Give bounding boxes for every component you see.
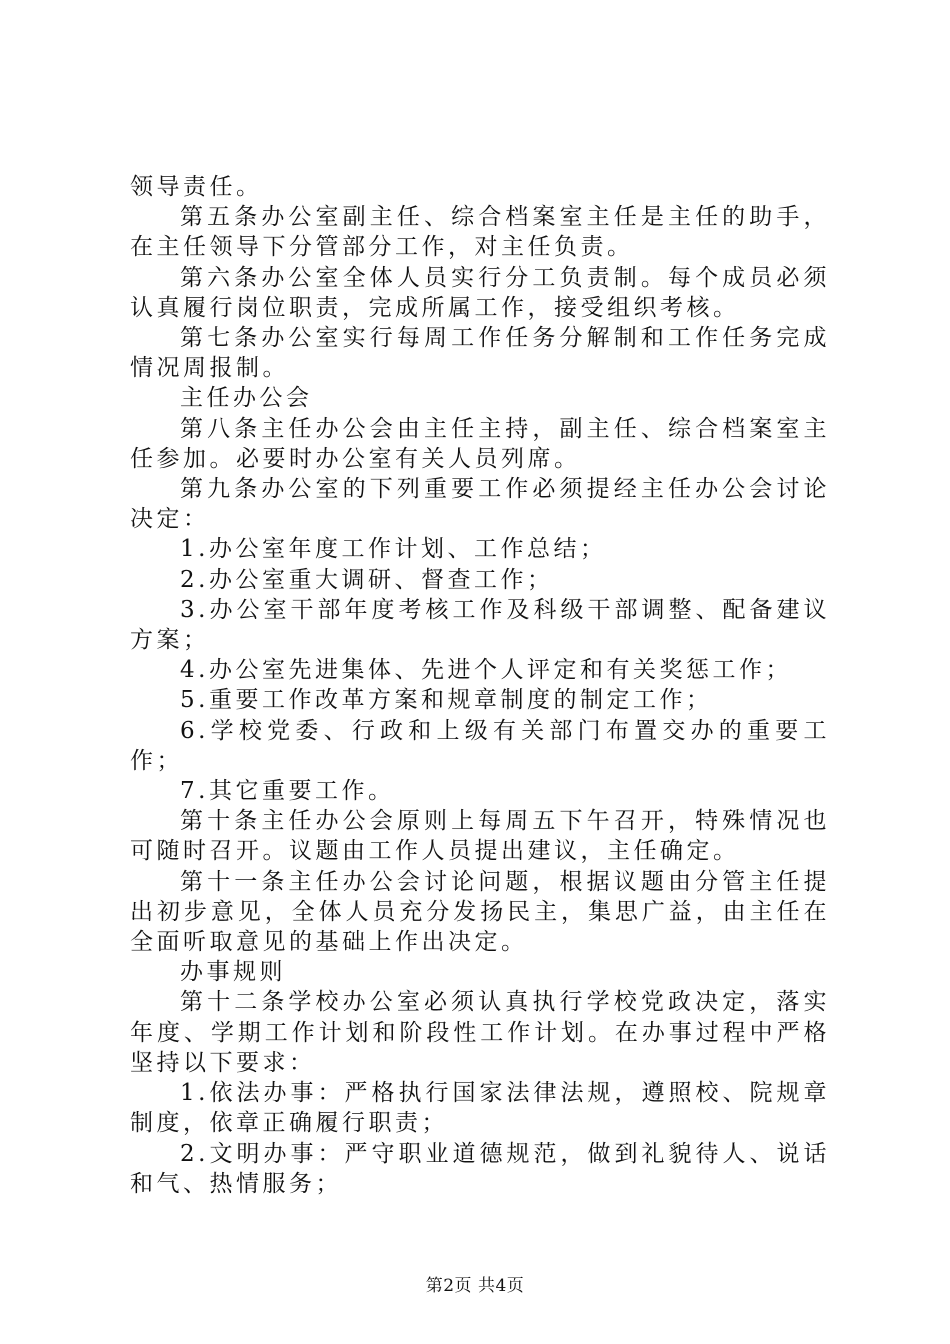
list-item: 6.学校党委、行政和上级有关部门布置交办的重要工作； — [130, 717, 830, 774]
list-item: 1.依法办事：严格执行国家法律法规，遵照校、院规章制度，依章正确履行职责； — [130, 1080, 830, 1137]
paragraph: 第八条主任办公会由主任主持，副主任、综合档案室主任参加。必要时办公室有关人员列席。 — [130, 415, 830, 472]
paragraph: 第十一条主任办公会讨论问题，根据议题由分管主任提出初步意见，全体人员充分发扬民主，集思广益，由主任在全面听取意见的基础上作出决定。 — [130, 868, 830, 956]
section-heading: 办事规则 — [180, 959, 286, 986]
paragraph: 第十条主任办公会原则上每周五下午召开，特殊情况也可随时召开。议题由工作人员提出建议，主任确定。 — [130, 808, 830, 865]
paragraph: 第九条办公室的下列重要工作必须提经主任办公会讨论决定： — [130, 476, 830, 533]
list-item: 5.重要工作改革方案和规章制度的制定工作； — [180, 687, 713, 714]
list-item: 3.办公室干部年度考核工作及科级干部调整、配备建议方案； — [130, 596, 830, 654]
list-item: 2.办公室重大调研、督查工作； — [180, 566, 554, 593]
paragraph: 领导责任。 — [130, 174, 263, 200]
list-item: 4.办公室先进集体、先进个人评定和有关奖惩工作； — [180, 657, 792, 684]
document-body — [130, 172, 830, 1199]
page-footer: 第2页 共4页 — [425, 1276, 525, 1296]
paragraph: 第五条办公室副主任、综合档案室主任是主任的助手，在主任领导下分管部分工作，对主任负责。 — [130, 204, 830, 261]
paragraph: 第六条办公室全体人员实行分工负责制。每个成员必须认真履行岗位职责，完成所属工作，接受组织考核。 — [130, 264, 830, 321]
paragraph: 第十二条学校办公室必须认真执行学校党政决定，落实年度、学期工作计划和阶段性工作计划。在办事过程中严格坚持以下要求： — [130, 989, 830, 1076]
list-item: 7.其它重要工作。 — [180, 778, 395, 805]
list-item: 1.办公室年度工作计划、工作总结； — [180, 536, 607, 563]
paragraph: 第七条办公室实行每周工作任务分解制和工作任务完成情况周报制。 — [130, 325, 830, 382]
section-heading: 主任办公会 — [180, 385, 313, 412]
list-item: 2.文明办事：严守职业道德规范，做到礼貌待人、说话和气、热情服务； — [130, 1140, 830, 1197]
